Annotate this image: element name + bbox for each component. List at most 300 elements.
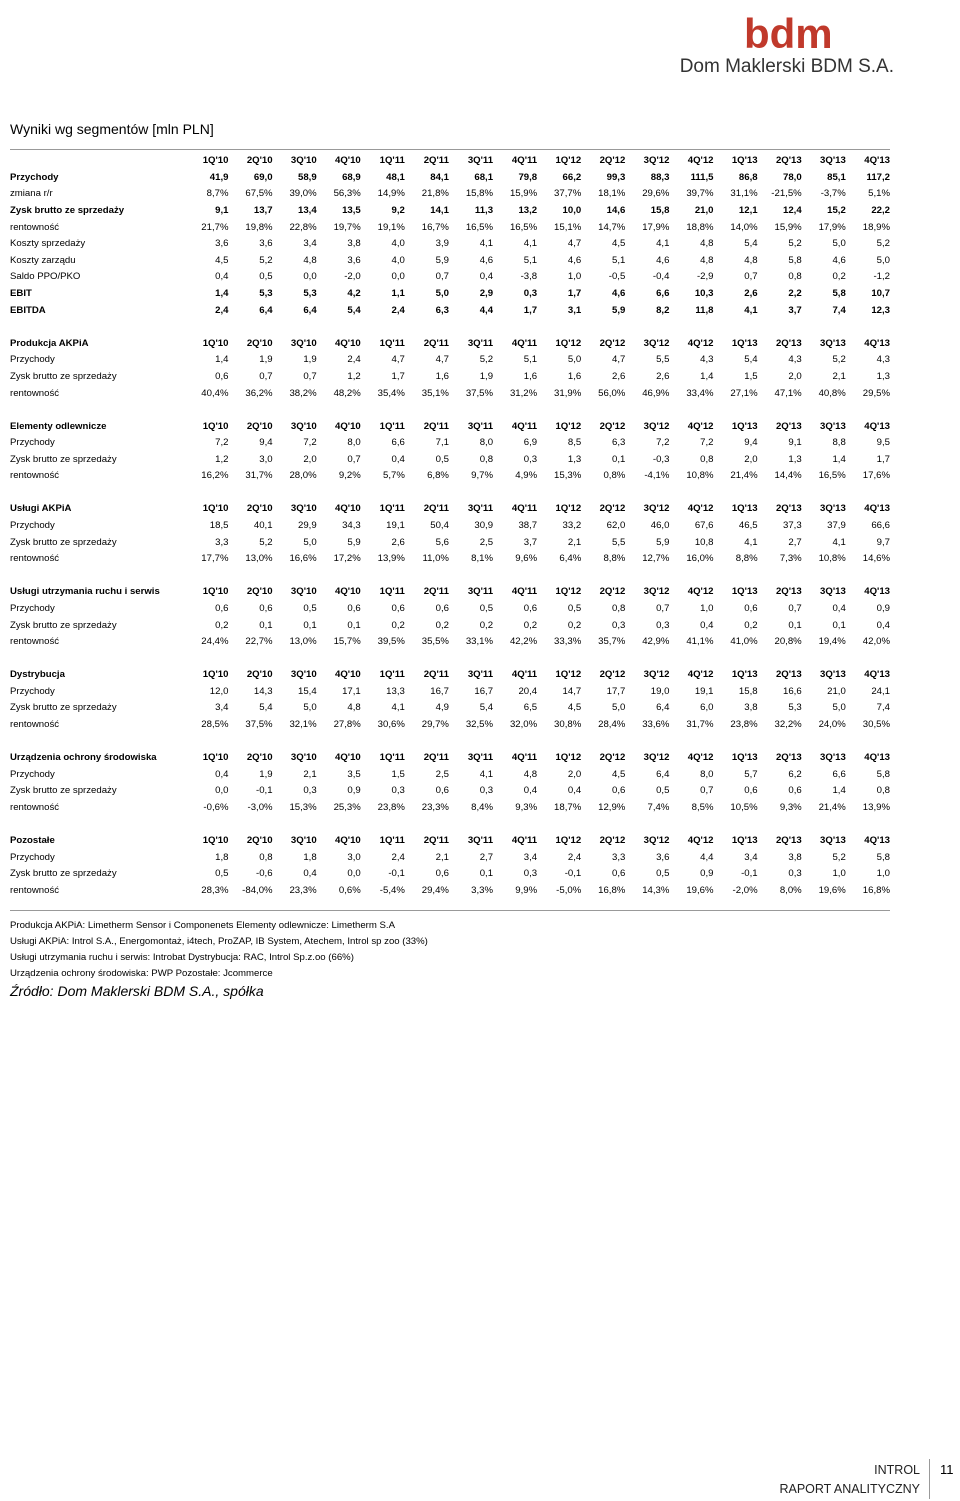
table-cell: 0,1 [832,619,846,631]
quarter-header: 1Q'10 [202,503,229,515]
table-cell: 69,0 [253,171,273,183]
table-cell: 15,8 [738,685,758,697]
table-gap [10,816,890,833]
table-cell: 0,4 [215,271,229,283]
quarter-header: 4Q'11 [511,503,538,515]
quarter-header: 3Q'13 [820,669,846,681]
quarter-header: 2Q'11 [423,155,449,167]
table-cell: 41,9 [209,171,229,183]
table-cell: 0,6 [435,868,449,880]
table-cell: 5,4 [479,702,494,714]
table-cell: 8,0 [479,437,494,449]
quarter-header: 2Q'12 [599,420,626,432]
table-cell: 19,0 [650,685,670,697]
quarter-header: 2Q'12 [599,503,626,515]
table-gap [10,733,890,750]
quarter-header: 1Q'12 [555,586,582,598]
table-cell: 0,1 [611,453,626,465]
quarter-header: 1Q'11 [379,586,405,598]
table-cell: 14,3% [642,884,670,896]
table-cell: 13,9% [862,801,890,813]
table-cell: 40,1 [253,520,273,532]
quarter-header: 4Q'11 [511,834,538,846]
table-cell: 5,0 [611,702,626,714]
table-cell: 5,6 [435,536,449,548]
table-cell: 24,0% [818,719,846,731]
quarter-header: 1Q'12 [555,420,582,432]
quarter-header: 2Q'12 [599,337,626,349]
table-cell: 0,3 [523,453,538,465]
table-row [10,369,890,386]
table-cell: 4,7 [567,238,582,250]
table-cell: 1,0 [700,602,714,614]
table-cell: 0,3 [788,868,802,880]
table-cell: 11,0% [422,553,449,565]
table-cell: 0,6 [788,785,802,797]
table-cell: -0,6 [256,868,273,880]
table-cell: 0,7 [347,453,361,465]
table-cell: 32,1% [289,719,317,731]
table-cell: 6,2 [788,768,802,780]
table-cell: 3,8 [347,238,361,250]
table-cell: 0,5 [259,271,273,283]
segment-table [10,501,890,567]
row-label: EBIT [10,288,32,300]
quarter-header: 1Q'11 [379,669,405,681]
table-cell: 2,4 [347,354,361,366]
quarter-header: 4Q'10 [335,420,361,432]
table-cell: 4,1 [479,238,494,250]
table-cell: 0,7 [700,785,714,797]
table-cell: 2,6 [391,536,405,548]
table-cell: 0,0 [303,271,317,283]
table-cell: 78,0 [783,171,802,183]
table-cell: 0,4 [523,785,538,797]
row-label: Saldo PPO/PKO [10,271,81,283]
table-cell: 14,6 [606,205,626,217]
table-gap [10,568,890,585]
row-label: Przychody [10,851,55,863]
table-cell: 19,1% [377,221,405,233]
table-row [10,866,890,883]
table-cell: 9,2 [391,205,405,217]
table-cell: 5,3 [259,288,273,300]
table-cell: 18,7% [554,801,582,813]
quarter-header: 2Q'10 [246,752,273,764]
quarter-header: 2Q'11 [423,669,449,681]
table-cell: 0,8 [876,785,890,797]
table-cell: 15,1% [554,221,582,233]
segment-table [10,667,890,733]
quarter-header: 2Q'10 [246,337,273,349]
table-row [10,468,890,485]
quarter-header: 2Q'13 [775,155,802,167]
quarter-header: 4Q'11 [511,155,538,167]
table-cell: 12,9% [598,801,626,813]
table-cell: 15,8% [465,188,494,200]
table-cell: 19,1 [694,685,714,697]
table-cell: 0,7 [259,370,273,382]
quarter-header: 3Q'11 [467,503,494,515]
table-cell: 79,8 [518,171,538,183]
table-cell: 5,3 [303,288,317,300]
table-cell: 0,7 [656,602,670,614]
table-cell: 0,0 [391,271,405,283]
quarter-header: 4Q'13 [864,337,890,349]
table-cell: 0,3 [391,785,405,797]
quarter-header: 3Q'10 [290,337,317,349]
quarter-header: 3Q'13 [820,503,846,515]
quarter-header: 3Q'10 [290,586,317,598]
table-row [10,882,890,899]
table-cell: 4,1 [744,536,758,548]
table-cell: 19,7% [333,221,361,233]
table-cell: 4,1 [656,238,670,250]
row-label: Zysk brutto ze sprzedaży [10,370,117,382]
table-gap [10,485,890,502]
quarter-header: 1Q'11 [379,752,405,764]
segment-notes [10,918,428,982]
table-row [10,551,890,568]
table-cell: 9,2% [338,470,361,482]
quarter-header: 3Q'11 [467,420,494,432]
table-row [10,518,890,535]
table-cell: 15,9% [509,188,538,200]
table-cell: 1,0 [567,271,582,283]
quarter-header: 3Q'10 [290,420,317,432]
quarter-header: 4Q'13 [864,752,890,764]
table-cell: 5,4 [744,238,758,250]
table-cell: 5,1% [868,188,890,200]
table-cell: 0,6 [611,785,626,797]
table-cell: 3,6 [259,238,273,250]
table-cell: 27,8% [333,719,361,731]
table-cell: 1,1 [391,288,405,300]
table-cell: -0,1 [256,785,273,797]
table-cell: 4,6 [567,254,582,266]
quarter-header: 1Q'12 [555,155,582,167]
table-cell: 28,3% [201,884,229,896]
table-cell: 0,6 [611,868,626,880]
table-cell: 4,3 [788,354,802,366]
table-cell: 17,7 [606,685,626,697]
table-cell: 0,2 [523,619,538,631]
table-cell: 22,8% [289,221,317,233]
table-cell: 16,0% [686,553,714,565]
table-cell: 0,5 [479,602,494,614]
table-cell: 10,8 [694,536,714,548]
quarter-header: 2Q'13 [775,420,802,432]
table-cell: 27,1% [730,387,758,399]
table-cell: 6,6 [391,437,405,449]
table-cell: 47,1% [774,387,802,399]
table-cell: 9,4 [259,437,273,449]
quarter-header: 3Q'13 [820,752,846,764]
logo-text: bdm [744,10,833,54]
table-cell: 0,7 [788,602,802,614]
table-cell: 3,9 [435,238,449,250]
quarter-header: 3Q'13 [820,337,846,349]
row-label: Zysk brutto ze sprzedaży [10,453,117,465]
table-cell: 4,1 [523,238,538,250]
table-header-row [10,501,890,518]
table-cell: 35,1% [421,387,449,399]
quarter-header: 3Q'11 [467,834,494,846]
segment-table [10,584,890,650]
table-cell: 28,0% [289,470,317,482]
table-cell: 6,6 [832,768,846,780]
table-cell: 4,0 [391,254,405,266]
quarter-header: 1Q'11 [379,155,405,167]
table-cell: 2,1 [567,536,582,548]
table-cell: 2,7 [479,851,494,863]
row-label: Zysk brutto ze sprzedaży [10,205,125,217]
top-divider [10,149,890,150]
table-cell: 31,9% [554,387,582,399]
table-cell: 8,8% [603,553,626,565]
table-cell: 38,2% [289,387,317,399]
table-cell: 25,3% [333,801,361,813]
table-cell: 12,0 [209,685,229,697]
table-cell: 2,2 [788,288,802,300]
table-cell: 3,6 [656,851,670,863]
table-header-row [10,335,890,352]
table-cell: 16,7 [474,685,494,697]
quarter-header: 1Q'12 [555,752,582,764]
table-cell: 11,8 [695,304,714,316]
table-header-row [10,667,890,684]
quarter-header: 1Q'12 [555,503,582,515]
table-cell: 0,8 [479,453,494,465]
table-cell: 0,7 [435,271,449,283]
table-cell: 4,1 [744,304,758,316]
table-cell: 23,8% [377,801,405,813]
quarter-header: 2Q'10 [246,586,273,598]
table-row [10,617,890,634]
table-cell: 5,0 [876,254,890,266]
segment-title: Dystrybucja [10,669,65,681]
table-cell: 15,7% [333,636,361,648]
table-cell: 12,3 [871,304,890,316]
table-cell: 0,4 [479,271,494,283]
table-cell: 30,8% [554,719,582,731]
table-cell: 5,2 [259,254,273,266]
table-cell: 15,3% [289,801,317,813]
table-cell: 24,1 [871,685,890,697]
table-cell: 3,1 [567,304,582,316]
table-cell: 3,3% [471,884,494,896]
quarter-header: 4Q'12 [687,586,714,598]
table-cell: 4,8 [303,254,317,266]
table-cell: 33,1% [465,636,494,648]
quarter-header: 1Q'12 [555,337,582,349]
table-cell: 31,1% [730,188,758,200]
table-cell: 1,3 [876,370,890,382]
quarter-header: 2Q'10 [246,420,273,432]
quarter-header: 4Q'11 [511,586,538,598]
table-cell: 4,8 [744,254,758,266]
table-cell: 37,3 [783,520,802,532]
table-cell: 40,4% [201,387,229,399]
segment-title: Pozostałe [10,834,55,846]
quarter-header: 4Q'10 [335,503,361,515]
footer-company: INTROL [874,1463,920,1477]
quarter-header: 4Q'12 [687,337,714,349]
table-cell: 14,7 [562,685,582,697]
table-cell: 13,7 [253,205,273,217]
table-cell: 88,3 [650,171,670,183]
segment-title [10,153,184,170]
quarter-header: 3Q'12 [643,420,670,432]
quarter-header: 2Q'13 [775,752,802,764]
quarter-header: 4Q'10 [335,155,361,167]
table-cell: 3,7 [788,304,802,316]
quarter-header: 3Q'12 [643,503,670,515]
quarter-header: 2Q'11 [423,586,449,598]
table-cell: 9,5 [876,437,890,449]
table-cell: 0,5 [303,602,317,614]
table-cell: -3,7% [820,188,846,200]
table-cell: -4,1% [644,470,670,482]
table-cell: 84,1 [430,171,449,183]
table-cell: 5,1 [523,354,538,366]
table-row [10,253,890,270]
table-cell: 4,2 [347,288,361,300]
table-cell: 17,1 [342,685,361,697]
quarter-header: 2Q'10 [246,503,273,515]
table-cell: 6,0 [700,702,714,714]
table-cell: 4,6 [656,254,670,266]
quarter-header: 1Q'11 [379,337,405,349]
table-cell: 14,7% [598,221,626,233]
quarter-header: 2Q'11 [423,420,449,432]
table-cell: 38,7 [518,520,538,532]
quarter-header: 3Q'10 [290,155,317,167]
quarter-header: 2Q'12 [599,752,626,764]
row-label: Przychody [10,171,59,183]
quarter-header: 2Q'11 [423,752,449,764]
segment-title: Usługi AKPiA [10,503,72,515]
note-line: Produkcja AKPiA: Limetherm Sensor i Componenets Elementy odlewnicze: Limetherm S.A [10,920,395,931]
bdm-logo-mark [744,10,894,54]
section-title: Wyniki wg segmentów [mln PLN] [10,121,214,137]
row-label: Koszty sprzedaży [10,238,86,250]
table-cell: 86,8 [738,171,758,183]
table-cell: 4,1 [391,702,405,714]
table-cell: 16,5% [818,470,846,482]
quarter-header: 3Q'10 [290,834,317,846]
table-cell: 19,6% [686,884,714,896]
table-cell: 3,4 [523,851,538,863]
quarter-header: 4Q'13 [864,834,890,846]
table-cell: 5,2 [259,536,273,548]
table-cell: 1,5 [744,370,758,382]
table-cell: 24,4% [201,636,229,648]
table-cell: 6,4% [559,553,582,565]
quarter-header: 3Q'12 [643,834,670,846]
table-cell: 30,5% [862,719,890,731]
quarter-header: 2Q'10 [246,669,273,681]
table-cell: 13,9% [377,553,405,565]
table-cell: 0,9 [347,785,361,797]
quarter-header: 1Q'13 [731,337,758,349]
table-cell: 3,0 [347,851,361,863]
table-cell: 5,7 [744,768,758,780]
table-cell: 4,6 [611,288,626,300]
table-row [10,783,890,800]
table-cell: 19,8% [245,221,273,233]
table-cell: 2,7 [788,536,802,548]
row-label: rentowność [10,387,60,399]
table-cell: 9,6% [515,553,538,565]
table-cell: 99,3 [606,171,626,183]
table-cell: 48,2% [333,387,361,399]
quarter-header: 4Q'13 [864,669,890,681]
table-cell: 5,8 [876,768,890,780]
table-cell: 13,5 [342,205,361,217]
quarter-header: 1Q'13 [731,752,758,764]
table-cell: 1,4 [215,354,229,366]
table-cell: 35,7% [598,636,626,648]
table-gap [10,319,890,336]
table-cell: 62,0 [606,520,626,532]
table-cell: 4,5 [567,702,582,714]
quarter-header: 4Q'13 [864,586,890,598]
table-cell: 1,0 [832,868,846,880]
quarter-header: 3Q'12 [643,155,670,167]
table-cell: 5,2 [479,354,494,366]
quarter-header: 2Q'12 [599,834,626,846]
table-row [10,352,890,369]
table-cell: 0,5 [567,602,582,614]
table-cell: 2,4 [215,304,229,316]
table-cell: 5,1 [611,254,626,266]
row-label: Zysk brutto ze sprzedaży [10,536,117,548]
table-cell: 2,4 [567,851,582,863]
table-cell: 46,5 [738,520,758,532]
table-cell: 2,1 [303,768,317,780]
row-label: rentowność [10,719,60,731]
table-cell: 0,6 [523,602,538,614]
segment-table [10,418,890,484]
table-cell: 5,2 [832,851,846,863]
table-cell: 13,0% [245,553,273,565]
table-cell: 23,8% [730,719,758,731]
table-cell: 0,4 [876,619,890,631]
table-header-row [10,750,890,767]
table-cell: 5,3 [788,702,802,714]
table-cell: 1,7 [391,370,405,382]
quarter-header: 3Q'11 [467,669,494,681]
company-logo [664,10,894,78]
table-cell: 4,3 [700,354,714,366]
table-cell: 35,4% [377,387,405,399]
table-cell: 3,7 [523,536,538,548]
table-cell: 28,4% [598,719,626,731]
table-cell: 18,1% [598,188,626,200]
table-cell: 7,2 [656,437,670,449]
row-label: Zysk brutto ze sprzedaży [10,868,117,880]
table-cell: 6,6 [656,288,670,300]
table-cell: 17,9% [818,221,846,233]
quarter-header: 1Q'13 [731,155,758,167]
table-cell: 18,5 [209,520,229,532]
table-cell: 0,5 [656,868,670,880]
quarter-header: 2Q'11 [423,834,449,846]
row-label: rentowność [10,553,60,565]
table-cell: 28,5% [201,719,229,731]
table-cell: 12,1 [738,205,758,217]
